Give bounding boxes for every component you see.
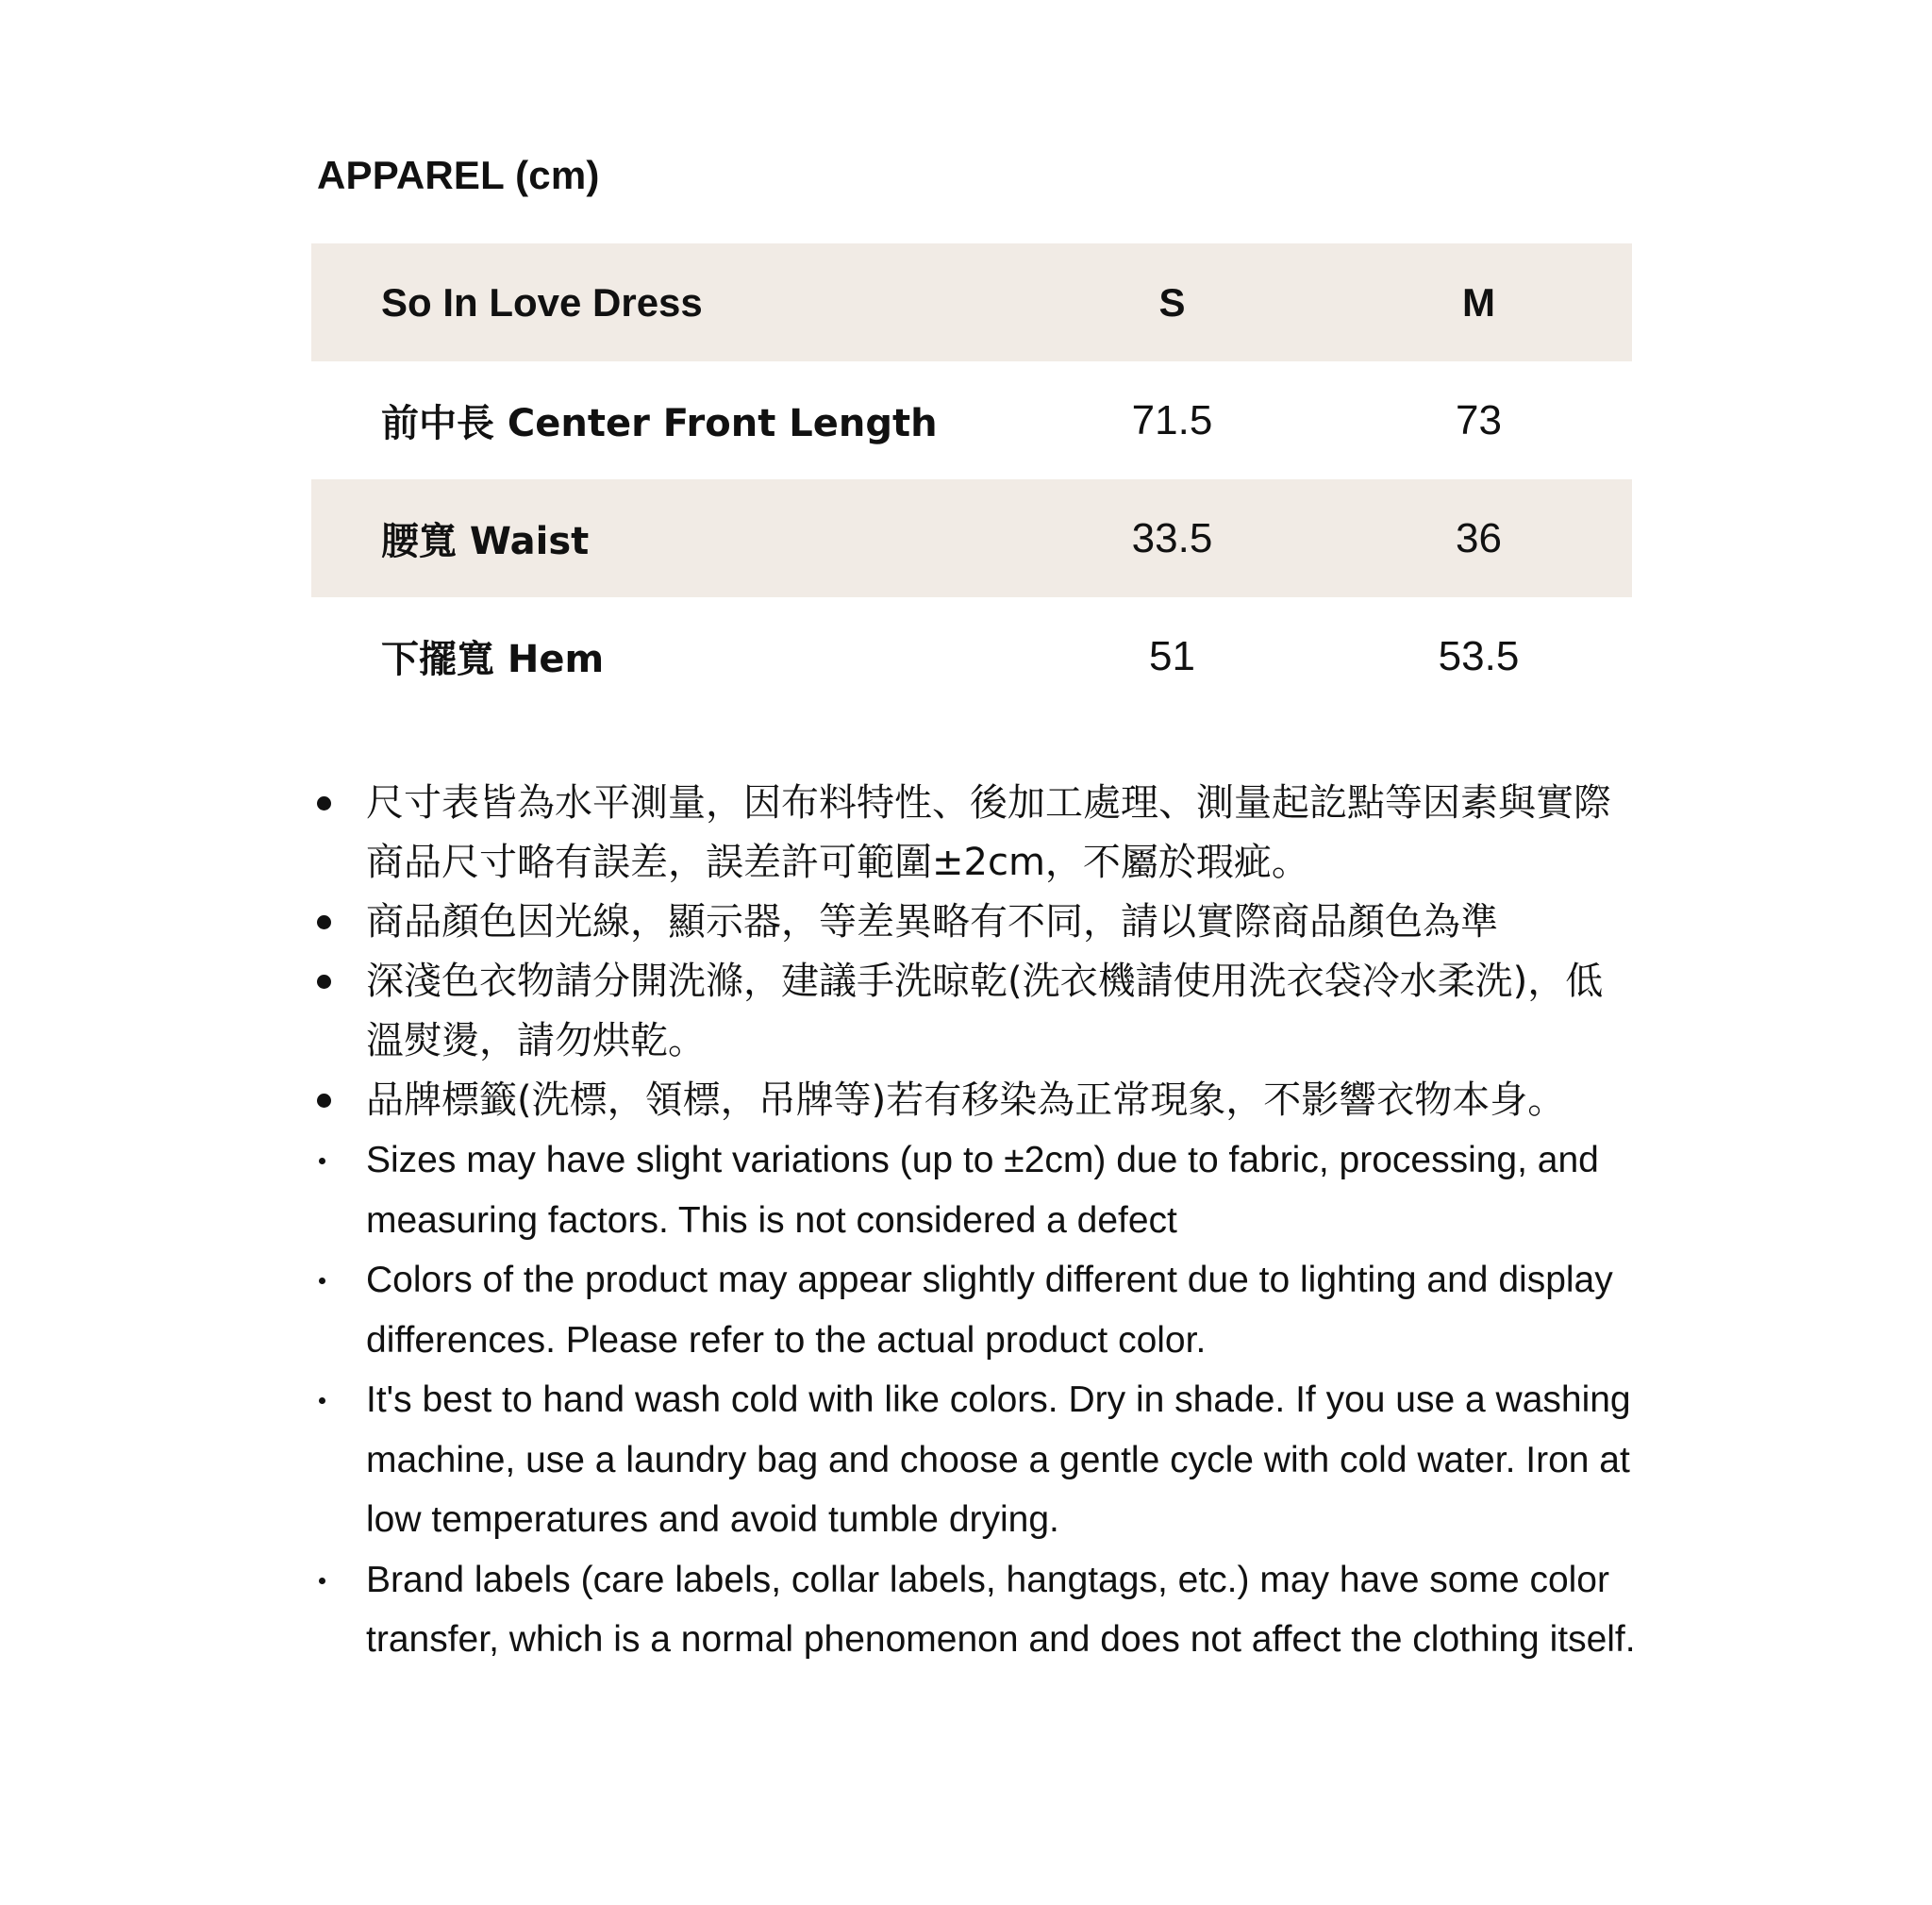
- note-text-en: Sizes may have slight variations (up to ±2cm) due to fabric, processing, and measuring factors. This is not considered a defect: [366, 1140, 1599, 1241]
- measurement-value-s: 33.5: [1131, 514, 1213, 561]
- section-title: APPAREL (cm): [317, 153, 600, 197]
- table-row: [311, 597, 1632, 715]
- note-text-zh: 商品顏色因光線，顯示器，等差異略有不同，請以實際商品顏色為準: [366, 900, 1498, 944]
- table-row: [311, 361, 1632, 479]
- size-header-s: S: [1158, 279, 1186, 325]
- list-item: [315, 952, 1636, 1071]
- measurement-label: 下擺寬 Hem: [381, 638, 605, 681]
- measurement-value-m: 36: [1456, 514, 1502, 561]
- size-table: [311, 243, 1632, 715]
- measurement-label: 前中長 Center Front Length: [381, 402, 938, 445]
- list-item: [315, 774, 1636, 893]
- measurement-value-m: 73: [1456, 396, 1502, 443]
- measurement-label: 腰寬 Waist: [381, 520, 590, 563]
- note-text-zh: 尺寸表皆為水平測量，因布料特性、後加工處理、測量起訖點等因素與實際商品尺寸略有誤差，誤差許可範圍±2cm，不屬於瑕疵。: [366, 781, 1611, 884]
- list-item: [315, 1130, 1636, 1250]
- list-item: [315, 893, 1636, 952]
- measurement-value-s: 51: [1149, 632, 1195, 679]
- size-header-m: M: [1462, 279, 1495, 325]
- table-header-row: [311, 243, 1632, 361]
- note-text-en: Brand labels (care labels, collar labels, hangtags, etc.) may have some color transfer, which is a normal phenomenon and does not affect the clothing itself.: [366, 1559, 1636, 1660]
- table-row: [311, 479, 1632, 597]
- list-item: [315, 1370, 1636, 1550]
- note-text-zh: 品牌標籤(洗標，領標，吊牌等)若有移染為正常現象，不影響衣物本身。: [366, 1078, 1566, 1122]
- note-text-en: It's best to hand wash cold with like colors. Dry in shade. If you use a washing machine, use a laundry bag and choose a gentle cycle with cold water. Iron at low temperatures and avoid tumble drying.: [366, 1379, 1631, 1540]
- list-item: [315, 1550, 1636, 1670]
- care-notes-list: [315, 774, 1636, 1670]
- measurement-value-s: 71.5: [1131, 396, 1213, 443]
- list-item: [315, 1250, 1636, 1370]
- note-text-en: Colors of the product may appear slightly different due to lighting and display differences. Please refer to the actual product color.: [366, 1260, 1613, 1361]
- product-name: So In Love Dress: [381, 279, 703, 325]
- note-text-zh: 深淺色衣物請分開洗滌，建議手洗晾乾(洗衣機請使用洗衣袋冷水柔洗)，低溫熨燙，請勿烘乾。: [366, 960, 1604, 1062]
- list-item: [315, 1071, 1636, 1130]
- measurement-value-m: 53.5: [1438, 632, 1520, 679]
